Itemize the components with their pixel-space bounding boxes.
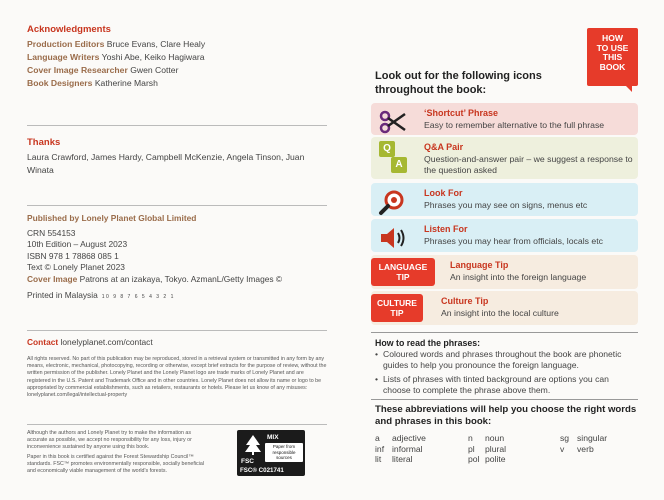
abbreviation-item: a adjective — [375, 433, 426, 443]
qa-icon: Q A — [379, 141, 409, 175]
cover-credit: Cover Image Patrons at an izakaya, Tokyo. AzmanL/Getty Images © — [27, 273, 283, 284]
card-desc: An insight into the foreign language — [450, 272, 587, 282]
contact-link[interactable]: lonelyplanet.com/contact — [60, 337, 153, 347]
howto-bullet: • Coloured words and phrases throughout the book are phonetic guides to help you pronounce the foreign language. — [375, 349, 622, 370]
divider — [27, 330, 327, 331]
edition: 10th Edition – August 2023 — [27, 239, 128, 249]
abbreviation-list — [560, 433, 607, 454]
abbreviation-list — [375, 433, 426, 465]
howto-heading: How to read the phrases: — [375, 338, 481, 348]
language-tip-label: LANGUAGE TIP — [371, 258, 435, 286]
look-for-card — [371, 183, 638, 216]
fsc-logo-text: FSC — [241, 458, 254, 465]
card-desc: Question-and-answer pair – we suggest a response to the question asked — [424, 154, 633, 175]
culture-tip-label: CULTURE TIP — [371, 294, 423, 322]
ack-line: Book Designers Katherine Marsh — [27, 78, 158, 88]
divider — [371, 332, 638, 333]
thanks-heading: Thanks — [27, 137, 61, 148]
ack-line: Language Writers Yoshi Abe, Keiko Hagiwara — [27, 52, 205, 62]
speaker-icon — [377, 224, 407, 252]
abbreviation-item: pol polite — [468, 454, 506, 464]
thanks-section — [27, 137, 317, 176]
language-tip-card — [371, 255, 638, 289]
card-title: Language Tip — [450, 260, 509, 270]
qa-card — [371, 137, 638, 179]
howto-bullet: • Lists of phrases with tinted background are options you can choose to complete the phrase above them. — [375, 374, 609, 395]
fsc-code: FSC® C021741 — [240, 467, 284, 474]
abbreviation-item: v verb — [560, 443, 594, 454]
fsc-mix-sub: Paper from responsible sources — [265, 443, 303, 462]
magnifier-icon — [377, 188, 407, 216]
contact-line — [27, 337, 327, 349]
card-title: Q&A Pair — [424, 142, 464, 152]
contact-label: Contact — [27, 337, 59, 347]
fsc-tree-icon — [243, 434, 263, 456]
divider — [27, 125, 327, 126]
crn: CRN 554153 — [27, 227, 76, 238]
card-title: Listen For — [424, 224, 468, 234]
abbreviation-item: n noun — [468, 433, 505, 443]
abbreviation-item: sg singular — [560, 433, 608, 443]
card-desc: An insight into the local culture — [441, 308, 559, 318]
acknowledgments-section — [27, 24, 327, 90]
culture-tip-card — [371, 291, 638, 325]
card-title: Look For — [424, 188, 463, 198]
scissors-icon — [377, 108, 407, 136]
abbreviation-item: lit literal — [375, 454, 413, 464]
ack-line: Production Editors Bruce Evans, Clare Healy — [27, 39, 206, 49]
printed-in: Printed in Malaysia 10 9 8 7 6 5 4 3 2 1 — [27, 290, 175, 300]
icons-heading: Look out for the following icons throughout the book: — [375, 70, 542, 96]
text-copyright: Text © Lonely Planet 2023 — [27, 262, 125, 272]
how-to-use-badge: HOW TO USE THIS BOOK — [587, 28, 638, 86]
card-title: ‘Shortcut’ Phrase — [424, 108, 499, 118]
disclaimer-text: Although the authors and Lonely Planet try to make the information as accurate as possible, we accept no responsibility for any loss, injury or inconvenience sustained by anyone using this book. — [27, 430, 192, 451]
fsc-label — [237, 430, 305, 476]
listen-for-card — [371, 219, 638, 252]
divider — [371, 399, 638, 400]
isbn: ISBN 978 1 78868 085 1 — [27, 250, 119, 261]
rights-text: All rights reserved. No part of this publication may be reproduced, stored in a retrieval system or transmitted in any form by any means, electronic, mechanical, photocopying, recording or otherwise, except brief extracts for the purpose of review, without the written permission of the publisher. Lonely Planet and the Lonely Planet logo are trade marks of Lonely Planet and are registered in the U.S. Patent and Trademark Office and in other countries. Lonely Planet does not allow its name or logo to be appropriated by commercial establishments, such as retailers, restaurants or hotels. Please let us know of any misuses: lonelyplanet.com/legal/intellectual-property — [27, 356, 327, 399]
fsc-mix: MIX — [267, 434, 279, 441]
ack-line: Cover Image Researcher Gwen Cotter — [27, 65, 179, 75]
thanks-body: Laura Crawford, James Hardy, Campbell McKenzie, Angela Tinson, Juan Winata — [27, 152, 305, 175]
divider — [27, 205, 327, 206]
card-title: Culture Tip — [441, 296, 489, 306]
shortcut-card — [371, 103, 638, 135]
card-desc: Phrases you may see on signs, menus etc — [424, 200, 588, 210]
publisher-heading: Published by Lonely Planet Global Limited — [27, 213, 197, 223]
abbreviations-heading: These abbreviations will help you choose the right words and phrases in this book: — [375, 404, 637, 427]
abbreviation-item: pl plural — [468, 443, 507, 454]
publisher-section — [27, 213, 327, 304]
paper-text: Paper in this book is certified against the Forest Stewardship Council™ standards. FSC™ promotes environmentally responsible, socially beneficial and economically viable management of the world's forests. — [27, 454, 204, 475]
abbreviation-list — [468, 433, 506, 465]
card-desc: Phrases you may hear from officials, locals etc — [424, 236, 603, 246]
divider — [27, 424, 327, 425]
card-desc: Easy to remember alternative to the full phrase — [424, 120, 605, 130]
acknowledgments-heading: Acknowledgments — [27, 24, 111, 35]
abbreviation-item: inf informal — [375, 443, 423, 454]
